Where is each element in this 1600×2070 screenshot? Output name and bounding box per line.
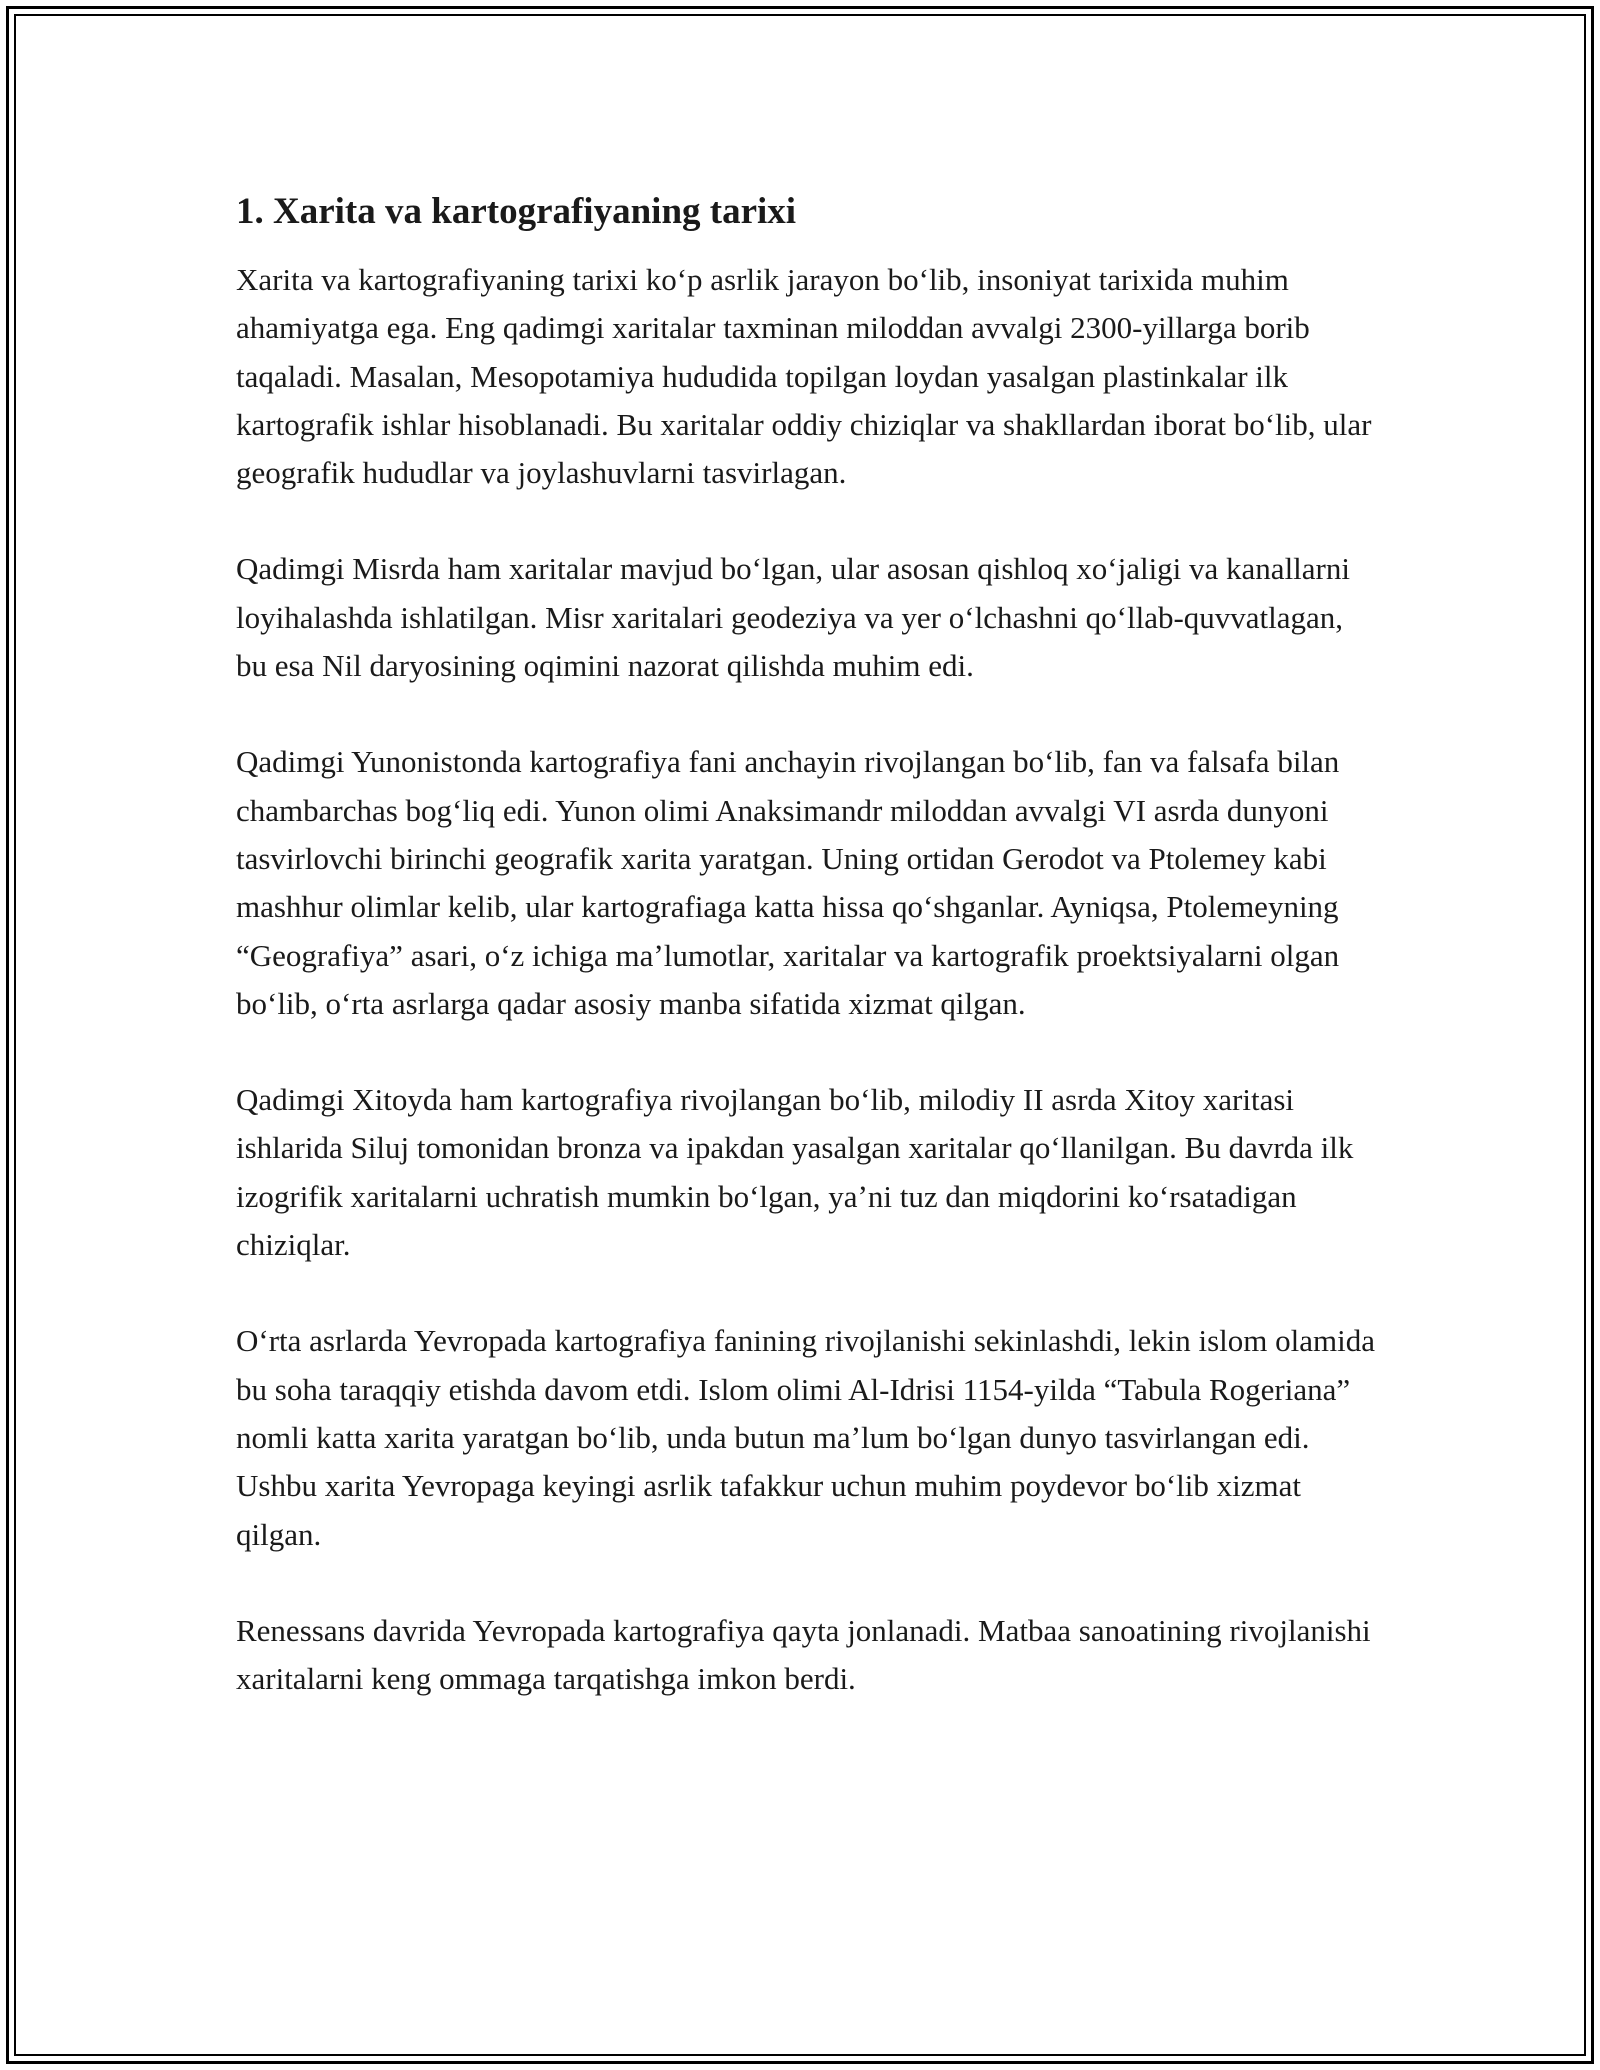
section-title: 1. Xarita va kartografiyaning tarixi [236,191,797,232]
paragraph-2: Qadimgi Misrda ham xaritalar mavjud boʻlgan, ular asosan qishloq xoʻjaligi va kanallarni loyihalashda ishlatilgan. Misr xaritalari geodeziya va yer oʻlchashni qoʻllab-quvvatlagan, bu esa Nil daryosining oqimini nazorat qilishda muhim edi. [236,551,1350,684]
paragraph-4: Qadimgi Xitoyda ham kartografiya rivojlangan boʻlib, milodiy II asrda Xitoy xaritasi ishlarida Siluj tomonidan bronza va ipakdan yasalgan xaritalar qoʻllanilgan. Bu davrda ilk izogrifik xaritalarni uchratish mumkin boʻlgan, yaʼni tuz dan miqdorini koʻrsatadigan chiziqlar. [236,1082,1354,1263]
paragraph-5: Oʻrta asrlarda Yevropada kartografiya fanining rivojlanishi sekinlashdi, lekin islom olamida bu soha taraqqiy etishda davom etdi. Islom olimi Al-Idrisi 1154-yilda “Tabula Rogeriana” nomli katta xarita yaratgan boʻlib, unda butun maʼlum boʻlgan dunyo tasvirlangan edi. Ushbu xarita Yevropaga keyingi asrlik tafakkur uchun muhim poydevor boʻlib xizmat qilgan. [236,1323,1375,1552]
document-body [236,186,1376,1751]
paragraph-3: Qadimgi Yunonistonda kartografiya fani anchayin rivojlangan boʻlib, fan va falsafa bilan chambarchas bogʻliq edi. Yunon olimi Anaksimandr miloddan avvalgi VI asrda dunyoni tasvirlovchi birinchi geografik xarita yaratgan. Uning ortidan Gerodot va Ptolemey kabi mashhur olimlar kelib, ular kartografiaga katta hissa qoʻshganlar. Ayniqsa, Ptolemeyning “Geografiya” asari, oʻz ichiga maʼlumotlar, xaritalar va kartografik proektsiyalarni olgan boʻlib, oʻrta asrlarga qadar asosiy manba sifatida xizmat qilgan. [236,744,1340,1021]
paragraph-6: Renessans davrida Yevropada kartografiya qayta jonlanadi. Matbaa sanoatining rivojlanishi xaritalarni keng ommaga tarqatishga imkon berdi. [236,1612,1371,1697]
paragraph-1: Xarita va kartografiyaning tarixi koʻp asrlik jarayon boʻlib, insoniyat tarixida muhim ahamiyatga ega. Eng qadimgi xaritalar taxminan miloddan avvalgi 2300-yillarga borib taqaladi. Masalan, Mesopotamiya hududida topilgan loydan yasalgan plastinkalar ilk kartografik ishlar hisoblanadi. Bu xaritalar oddiy chiziqlar va shakllardan iborat boʻlib, ular geografik hududlar va joylashuvlarni tasvirlagan. [236,262,1372,491]
